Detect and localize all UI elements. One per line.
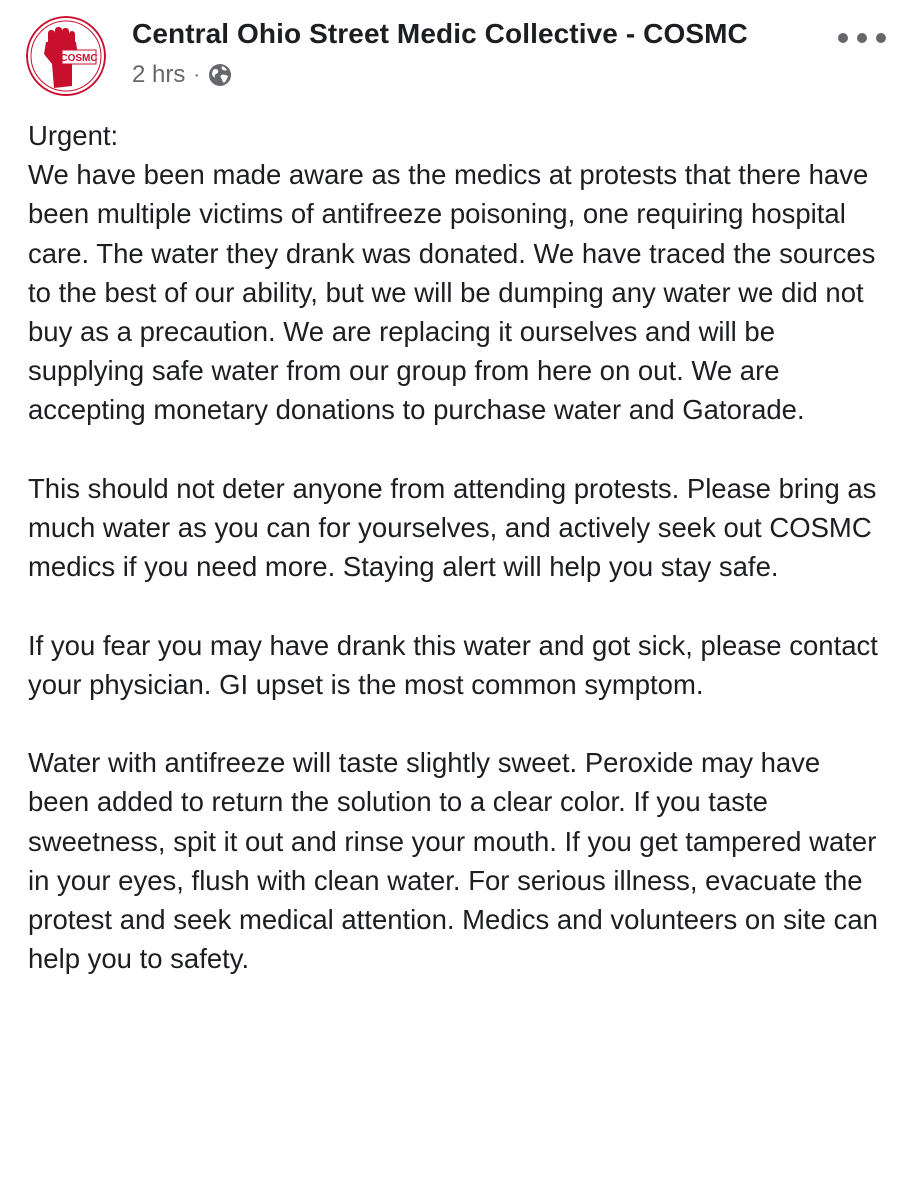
more-options-button[interactable]	[838, 28, 886, 48]
post-meta	[132, 60, 232, 90]
post-timestamp[interactable]: 2 hrs	[132, 61, 186, 88]
avatar-logo-text: COSMC	[60, 53, 98, 64]
more-dot-icon	[857, 33, 867, 43]
post-heading: Urgent:	[28, 120, 119, 151]
avatar[interactable]	[26, 16, 106, 96]
post-paragraph: If you fear you may have drank this water and got sick, please contact your physician. GI upset is the most common symptom.	[28, 629, 878, 700]
meta-separator: ·	[193, 63, 201, 86]
page-name-link[interactable]: Central Ohio Street Medic Collective - COSMC	[132, 18, 748, 49]
post-body	[28, 116, 888, 978]
post-paragraph: This should not deter anyone from attending protests. Please bring as much water as you can for yourselves, and actively seek out COSMC medics if you need more. Staying alert will help you stay safe.	[28, 472, 877, 583]
globe-icon[interactable]	[208, 63, 232, 87]
more-dot-icon	[876, 33, 886, 43]
post-paragraph: We have been made aware as the medics at protests that there have been multiple victims of antifreeze poisoning, one requiring hospital care. The water they drank was donated. We have traced the sources to the best of our ability, but we will be dumping any water we did not buy as a precaution. We are replacing it ourselves and will be supplying safe water from our group from here on out. We are accepting monetary donations to purchase water and Gatorade.	[28, 159, 876, 426]
more-dot-icon	[838, 33, 848, 43]
cosmc-logo	[26, 16, 106, 96]
post-paragraph: Water with antifreeze will taste slightly sweet. Peroxide may have been added to return the solution to a clear color. If you taste sweetness, spit it out and rinse your mouth. If you get tampered water in your eyes, flush with clean water. For serious illness, evacuate the protest and seek medical attention. Medics and volunteers on site can help you to safety.	[28, 747, 878, 975]
post-header	[26, 14, 886, 98]
